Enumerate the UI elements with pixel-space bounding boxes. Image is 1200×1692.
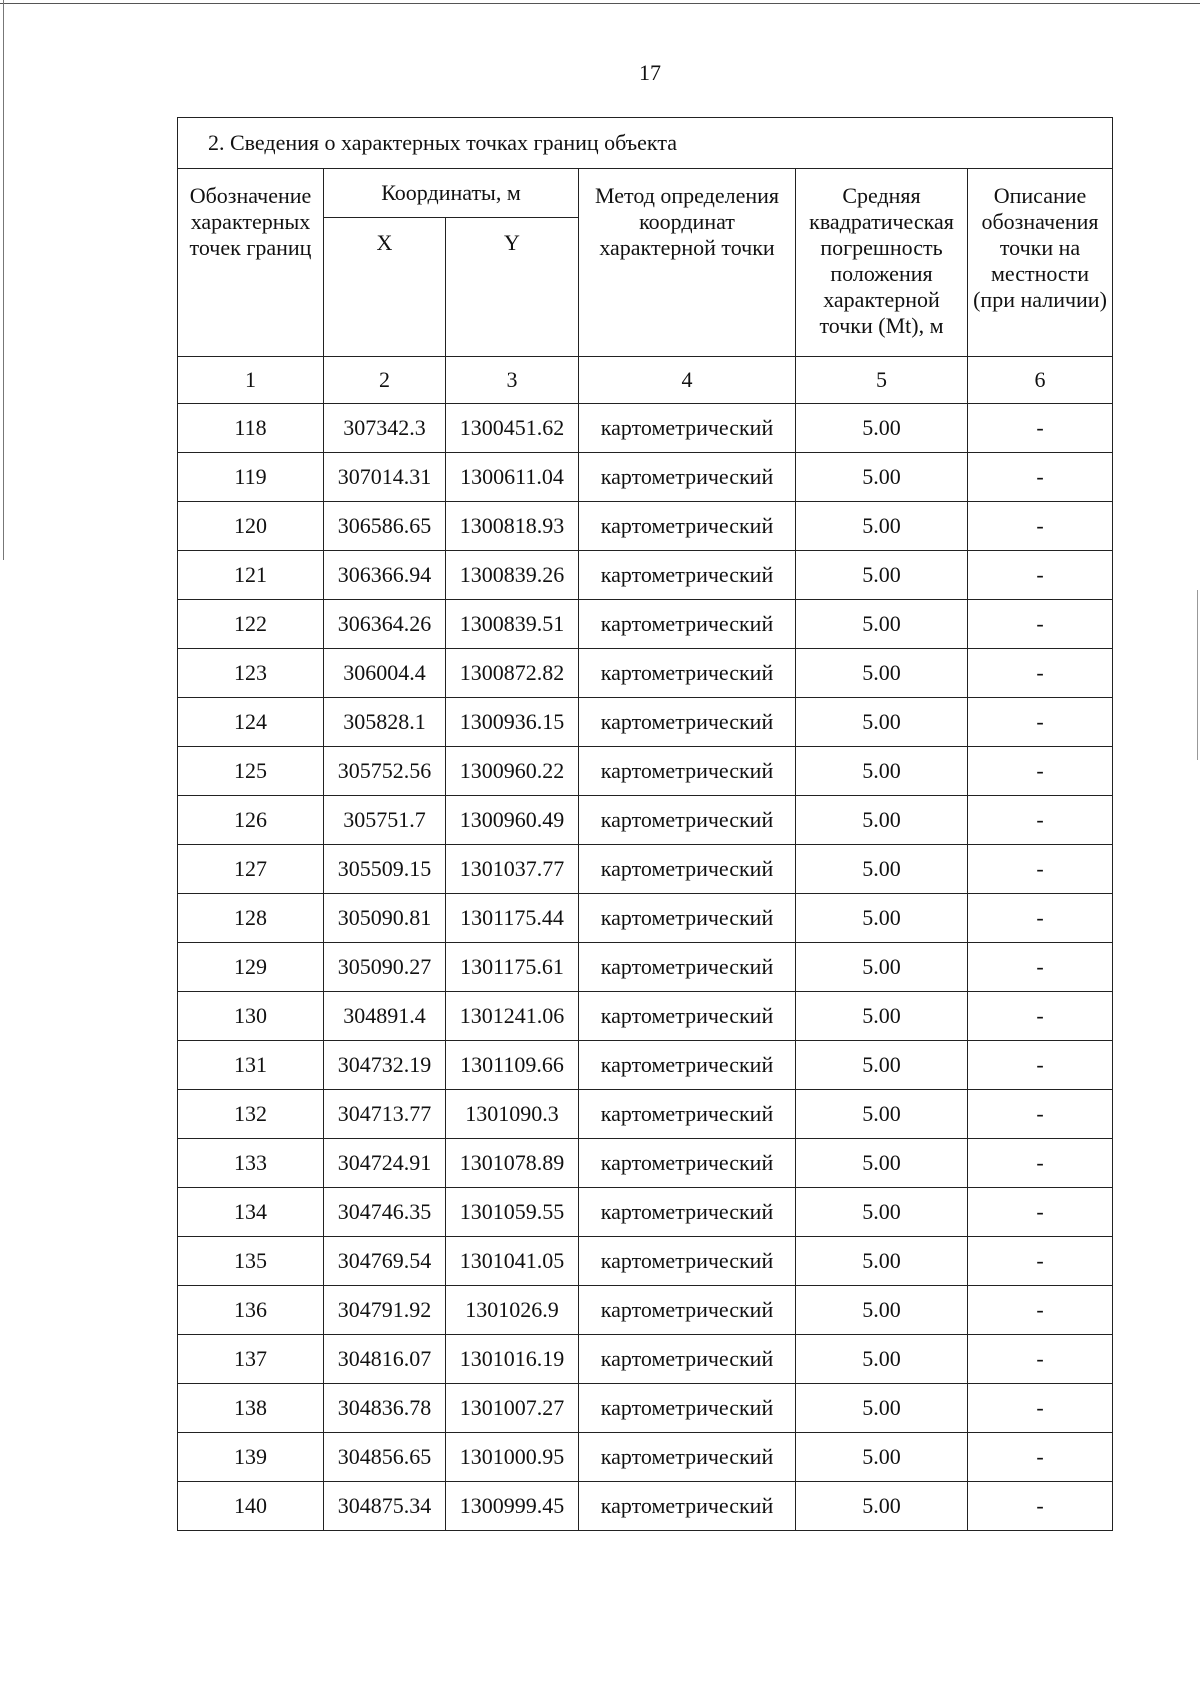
cell-method: картометрический [579,1041,796,1090]
table-row [178,1237,1113,1286]
scan-edge-right [1197,590,1198,760]
cell-point: 125 [178,747,324,796]
cell-point: 120 [178,502,324,551]
cell-error: 5.00 [796,1237,968,1286]
column-number: 1 [178,357,324,404]
table-body [178,118,1113,1531]
cell-error: 5.00 [796,1041,968,1090]
cell-y: 1300451.62 [446,404,579,453]
table-row [178,1335,1113,1384]
cell-point: 133 [178,1139,324,1188]
table-row [178,894,1113,943]
cell-y: 1301109.66 [446,1041,579,1090]
cell-method: картометрический [579,551,796,600]
table-row [178,1090,1113,1139]
cell-point: 135 [178,1237,324,1286]
cell-y: 1300960.22 [446,747,579,796]
table-row [178,649,1113,698]
cell-point: 132 [178,1090,324,1139]
cell-error: 5.00 [796,1188,968,1237]
cell-error: 5.00 [796,698,968,747]
cell-y: 1300936.15 [446,698,579,747]
table-row [178,1041,1113,1090]
cell-method: картометрический [579,943,796,992]
cell-point: 128 [178,894,324,943]
cell-x: 304891.4 [324,992,446,1041]
cell-error: 5.00 [796,894,968,943]
table-row [178,551,1113,600]
section-title: 2. Сведения о характерных точках границ объекта [178,118,1113,169]
cell-description: - [968,992,1113,1041]
cell-method: картометрический [579,1433,796,1482]
cell-error: 5.00 [796,845,968,894]
table-row [178,943,1113,992]
cell-point: 138 [178,1384,324,1433]
cell-description: - [968,1237,1113,1286]
cell-y: 1300872.82 [446,649,579,698]
cell-error: 5.00 [796,404,968,453]
cell-point: 139 [178,1433,324,1482]
table-row [178,1384,1113,1433]
header-method: Метод определения координат характерной точки [579,169,796,357]
cell-error: 5.00 [796,1090,968,1139]
cell-x: 304769.54 [324,1237,446,1286]
cell-x: 304836.78 [324,1384,446,1433]
header-row [178,169,1113,218]
header-description: Описание обозначения точки на местности (при наличии) [968,169,1113,357]
cell-y: 1300611.04 [446,453,579,502]
cell-description: - [968,502,1113,551]
cell-description: - [968,1482,1113,1531]
table-row [178,845,1113,894]
cell-point: 127 [178,845,324,894]
cell-point: 119 [178,453,324,502]
cell-x: 304713.77 [324,1090,446,1139]
cell-method: картометрический [579,502,796,551]
cell-x: 306004.4 [324,649,446,698]
table-row [178,1188,1113,1237]
cell-method: картометрический [579,1482,796,1531]
header-y: Y [446,218,579,357]
cell-error: 5.00 [796,992,968,1041]
cell-description: - [968,649,1113,698]
cell-error: 5.00 [796,1139,968,1188]
cell-method: картометрический [579,796,796,845]
cell-x: 305509.15 [324,845,446,894]
table-row [178,796,1113,845]
cell-x: 304746.35 [324,1188,446,1237]
table-row [178,404,1113,453]
cell-error: 5.00 [796,600,968,649]
cell-description: - [968,747,1113,796]
cell-y: 1301241.06 [446,992,579,1041]
cell-x: 306366.94 [324,551,446,600]
cell-x: 305752.56 [324,747,446,796]
boundary-points-table [177,117,1113,1531]
cell-description: - [968,551,1113,600]
cell-y: 1300999.45 [446,1482,579,1531]
cell-point: 130 [178,992,324,1041]
cell-y: 1301041.05 [446,1237,579,1286]
cell-x: 304724.91 [324,1139,446,1188]
column-number-row [178,357,1113,404]
cell-point: 123 [178,649,324,698]
cell-y: 1301000.95 [446,1433,579,1482]
cell-method: картометрический [579,453,796,502]
cell-description: - [968,1286,1113,1335]
cell-method: картометрический [579,404,796,453]
cell-error: 5.00 [796,1335,968,1384]
table-row [178,1286,1113,1335]
cell-y: 1301175.61 [446,943,579,992]
cell-error: 5.00 [796,747,968,796]
cell-x: 304856.65 [324,1433,446,1482]
cell-method: картометрический [579,1384,796,1433]
cell-error: 5.00 [796,551,968,600]
table-row [178,502,1113,551]
cell-error: 5.00 [796,1482,968,1531]
cell-y: 1301007.27 [446,1384,579,1433]
header-point: Обозначение характерных точек границ [178,169,324,357]
cell-x: 305090.81 [324,894,446,943]
cell-y: 1301078.89 [446,1139,579,1188]
cell-error: 5.00 [796,943,968,992]
cell-error: 5.00 [796,649,968,698]
cell-description: - [968,698,1113,747]
cell-x: 305090.27 [324,943,446,992]
cell-x: 304816.07 [324,1335,446,1384]
cell-y: 1301026.9 [446,1286,579,1335]
cell-method: картометрический [579,1139,796,1188]
cell-x: 307014.31 [324,453,446,502]
cell-description: - [968,894,1113,943]
cell-error: 5.00 [796,453,968,502]
table-row [178,600,1113,649]
cell-method: картометрический [579,649,796,698]
cell-description: - [968,1188,1113,1237]
cell-point: 129 [178,943,324,992]
cell-error: 5.00 [796,1286,968,1335]
cell-description: - [968,943,1113,992]
cell-point: 122 [178,600,324,649]
cell-description: - [968,1041,1113,1090]
cell-point: 140 [178,1482,324,1531]
cell-y: 1300960.49 [446,796,579,845]
cell-description: - [968,845,1113,894]
cell-x: 306586.65 [324,502,446,551]
cell-description: - [968,1384,1113,1433]
cell-y: 1301175.44 [446,894,579,943]
cell-method: картометрический [579,894,796,943]
cell-y: 1300818.93 [446,502,579,551]
table-row [178,1433,1113,1482]
cell-point: 118 [178,404,324,453]
cell-method: картометрический [579,1286,796,1335]
cell-point: 131 [178,1041,324,1090]
cell-x: 304732.19 [324,1041,446,1090]
cell-x: 305828.1 [324,698,446,747]
cell-y: 1300839.51 [446,600,579,649]
page-number: 17 [639,60,661,85]
cell-description: - [968,796,1113,845]
cell-point: 137 [178,1335,324,1384]
cell-point: 121 [178,551,324,600]
cell-y: 1301059.55 [446,1188,579,1237]
header-x: X [324,218,446,357]
cell-y: 1301016.19 [446,1335,579,1384]
cell-method: картометрический [579,1090,796,1139]
cell-description: - [968,404,1113,453]
column-number: 2 [324,357,446,404]
column-number: 3 [446,357,579,404]
cell-x: 307342.3 [324,404,446,453]
cell-x: 305751.7 [324,796,446,845]
cell-method: картометрический [579,747,796,796]
table-row [178,698,1113,747]
cell-point: 126 [178,796,324,845]
cell-point: 134 [178,1188,324,1237]
cell-point: 136 [178,1286,324,1335]
header-coords: Координаты, м [324,169,579,218]
cell-method: картометрический [579,698,796,747]
cell-x: 304875.34 [324,1482,446,1531]
cell-method: картометрический [579,1188,796,1237]
table-row [178,453,1113,502]
cell-error: 5.00 [796,1433,968,1482]
cell-y: 1300839.26 [446,551,579,600]
cell-method: картометрический [579,1335,796,1384]
table-row [178,1482,1113,1531]
column-number: 5 [796,357,968,404]
column-number: 6 [968,357,1113,404]
table-row [178,747,1113,796]
section-title-row [178,118,1113,169]
table-row [178,992,1113,1041]
cell-point: 124 [178,698,324,747]
cell-error: 5.00 [796,1384,968,1433]
table-row [178,1139,1113,1188]
cell-method: картометрический [579,992,796,1041]
cell-error: 5.00 [796,796,968,845]
cell-description: - [968,1433,1113,1482]
cell-description: - [968,600,1113,649]
cell-description: - [968,1335,1113,1384]
cell-y: 1301037.77 [446,845,579,894]
cell-description: - [968,1139,1113,1188]
cell-method: картометрический [579,1237,796,1286]
cell-description: - [968,453,1113,502]
scan-edge-top [0,3,1200,4]
cell-error: 5.00 [796,502,968,551]
cell-x: 306364.26 [324,600,446,649]
cell-method: картометрический [579,600,796,649]
cell-method: картометрический [579,845,796,894]
column-number: 4 [579,357,796,404]
cell-y: 1301090.3 [446,1090,579,1139]
header-error: Средняя квадратическая погрешность положения характерной точки (Mt), м [796,169,968,357]
cell-description: - [968,1090,1113,1139]
cell-x: 304791.92 [324,1286,446,1335]
